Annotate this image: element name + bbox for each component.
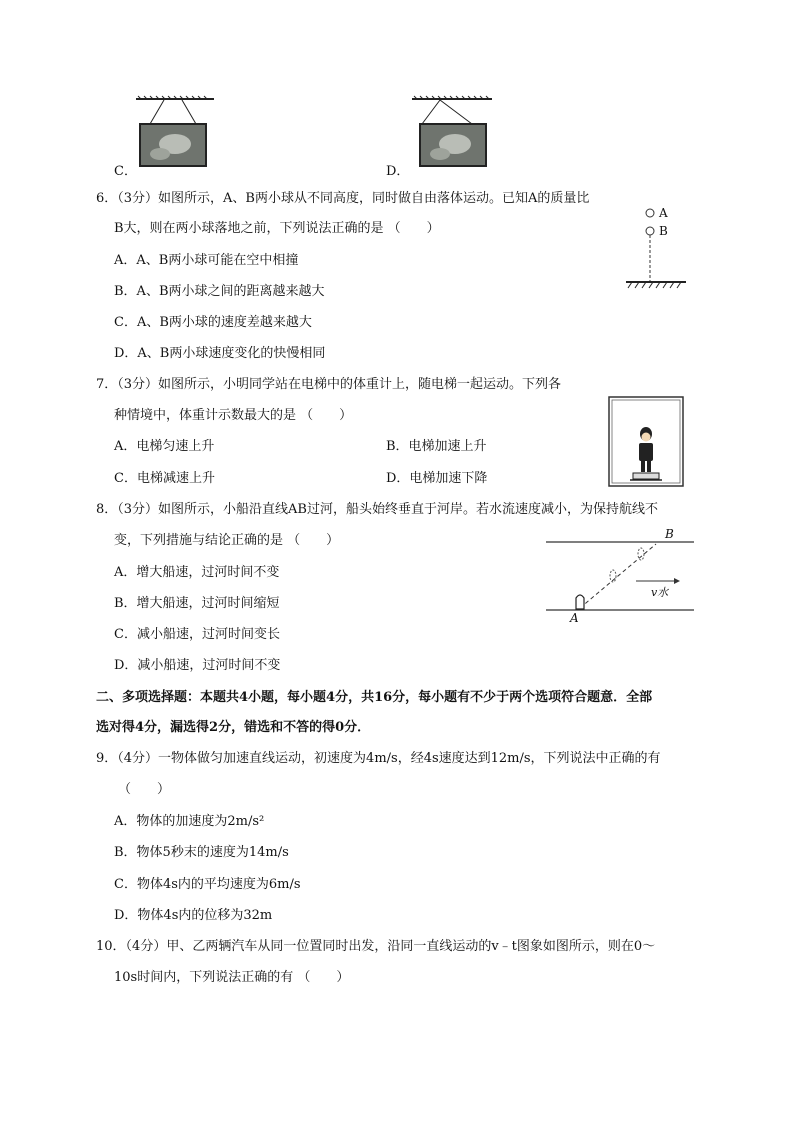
water-velocity-label: v水 [651,586,669,599]
option-b: B．增大船速，过河时间缩短 [114,596,280,611]
point-b-label: B [665,527,674,541]
question-text: 7．（3分）如图所示，小明同学站在电梯中的体重计上，随电梯一起运动。下列各 [96,377,562,392]
question-text: 10．（4分）甲、乙两辆汽车从同一位置同时出发，沿同一直线运动的v﹣t图象如图所示，则在0～ [96,939,656,954]
question-text: （ ） [118,782,171,797]
section-heading: 选对得4分，漏选得2分，错选和不答的得0分． [96,720,371,735]
ball-a-label: A [659,206,668,220]
option-c: C．电梯减速上升 [114,471,215,486]
river-crossing-figure [544,530,698,622]
option-d: D．A、B两小球速度变化的快慢相同 [114,346,326,361]
option-b: B．电梯加速上升 [386,439,487,454]
option-b: B．物体5秒末的速度为14m/s [114,845,289,860]
option-a: A．增大船速，过河时间不变 [114,565,280,580]
question-text: 变，下列措施与结论正确的是 （ ） [114,533,340,548]
option-c: C．A、B两小球的速度差越来越大 [114,315,312,330]
option-d: D．物体4s内的位移为32m [114,908,273,923]
question-text: 9．（4分）一物体做匀加速直线运动，初速度为4m/s，经4s速度达到12m/s，下列说法中正确的有 [96,751,661,766]
option-a: A．电梯匀速上升 [114,439,215,454]
option-c: C．减小船速，过河时间变长 [114,627,280,642]
option-b: B．A、B两小球之间的距离越来越大 [114,284,325,299]
option-c: C．物体4s内的平均速度为6m/s [114,877,301,892]
question-text: 10s时间内，下列说法正确的有 （ ） [114,970,350,985]
question-text: B大，则在两小球落地之前，下列说法正确的是 （ ） [114,221,440,236]
hanging-picture-d-figure [410,96,500,168]
section-heading: 二、多项选择题：本题共4小题，每小题4分，共16分，每小题有不少于两个选项符合题意．全部 [96,690,653,705]
ball-b-label: B [659,224,668,238]
option-a: A．物体的加速度为2m/s² [114,814,265,829]
question-text: 8．（3分）如图所示，小船沿直线AB过河，船头始终垂直于河岸。若水流速度减小，为保持航线不 [96,502,658,517]
point-a-label: A [570,611,579,625]
question-text: 种情境中，体重计示数最大的是 （ ） [114,408,353,423]
boat-icon [576,595,584,609]
hanging-picture-c-figure [130,96,220,168]
ceiling-hatch [412,96,492,99]
question-text: 6．（3分）如图所示，A、B两小球从不同高度，同时做自由落体运动。已知A的质量比 [96,191,590,206]
ceiling-hatch [136,96,214,99]
elevator-figure [608,396,684,488]
option-d: D．减小船速，过河时间不变 [114,658,281,673]
option-d-label: D． [386,164,410,179]
option-c-label: C． [114,164,137,179]
option-d: D．电梯加速下降 [386,471,488,486]
scale-icon [630,473,662,480]
option-a: A．A、B两小球可能在空中相撞 [114,253,299,268]
